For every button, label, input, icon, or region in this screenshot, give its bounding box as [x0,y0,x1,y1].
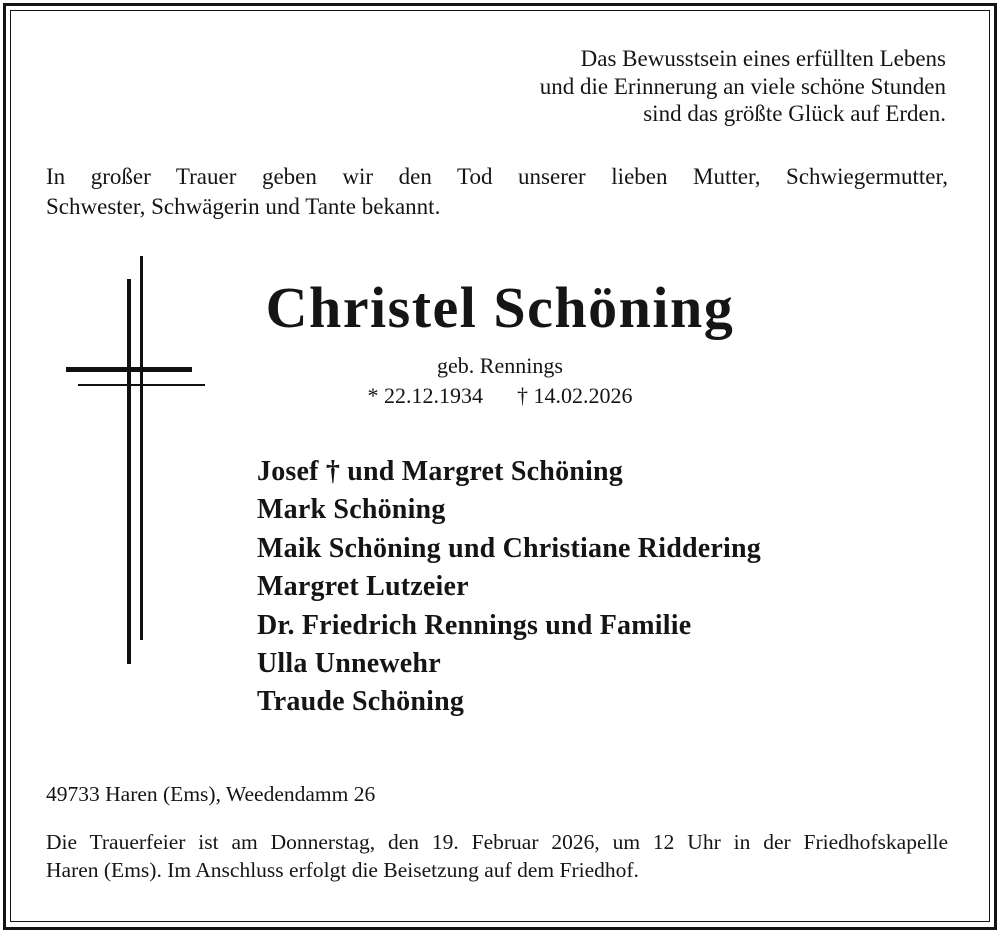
birth-date: * 22.12.1934 [367,383,483,408]
life-dates [0,383,1000,409]
death-date: † 14.02.2026 [517,383,633,408]
epigraph-verse [540,45,946,128]
funeral-info [46,829,948,884]
mourner-line: Dr. Friedrich Rennings und Familie [257,609,692,641]
epigraph-line-1: Das Bewusstsein eines erfüllten Lebens [580,46,946,71]
epigraph-line-2: und die Erinnerung an viele schöne Stunden [539,73,946,99]
mourner-line: Josef † und Margret Schöning [257,456,623,487]
mourner-line: Mark Schöning [257,494,446,526]
mourner-line: Traude Schöning [257,686,465,718]
mourners-list [257,453,761,722]
deceased-name: Christel Schöning [265,275,735,340]
funeral-line-2: Haren (Ems). Im Anschluss erfolgt die Beisetzung auf dem Friedhof. [46,857,639,882]
funeral-line-1: Die Trauerfeier ist am Donnerstag, den 19. Februar 2026, um 12 Uhr in der Friedhofskapelle [46,830,948,854]
mourner-line: Maik Schöning und Christiane Riddering [257,532,761,564]
announcement-line-1: In großer Trauer geben wir den Tod unserer lieben Mutter, Schwiegermutter, [46,164,948,189]
mourner-line: Ulla Unnewehr [257,648,441,680]
maiden-name: geb. Rennings [437,353,563,378]
epigraph-line-3: sind das größte Glück auf Erden. [643,101,946,127]
mourner-line: Margret Lutzeier [257,571,469,603]
announcement-text [46,162,948,222]
address-line: 49733 Haren (Ems), Weedendamm 26 [46,782,376,806]
announcement-line-2: Schwester, Schwägerin und Tante bekannt. [46,194,441,219]
